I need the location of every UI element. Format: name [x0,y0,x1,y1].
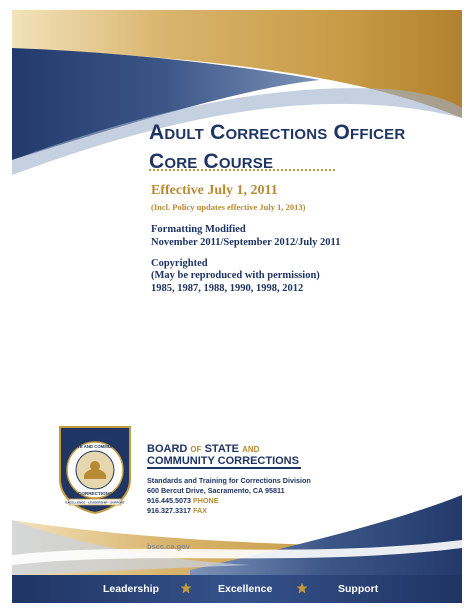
fax-label: FAX [192,506,207,515]
board-name-line-1 [147,443,259,455]
board-word-state: STATE [204,443,240,455]
phone-line [147,496,219,505]
formatting-dates: November 2011/September 2012/July 2011 [151,237,341,248]
star-icon [180,582,192,594]
footer-excellence: Excellence [218,583,273,595]
footer-leadership: Leadership [103,583,160,595]
board-name-line-2: COMMUNITY CORRECTIONS [147,455,299,467]
board-word-and: AND [242,445,260,454]
page-title [149,118,405,176]
seal-ring-text: STATE AND COMMUNITY [69,444,121,449]
phone-number: 916.445.5073 [147,496,191,505]
title-line-2: Core Course [149,150,274,173]
title-line-1: Adult Corrections Officer [149,121,406,144]
footer-support: Support [338,583,379,595]
copyright-permission: (May be reproduced with permission) [151,270,320,281]
address: 600 Bercut Drive, Sacramento, CA 95811 [147,486,285,495]
seal-top-text: BOARD OF [80,431,110,437]
dotted-divider [149,169,335,171]
website-link[interactable]: bscc.ca.gov [147,542,190,551]
seal-bottom-text: CORRECTIONS [78,491,112,496]
copyright-label: Copyrighted [151,258,208,269]
phone-label: PHONE [192,496,219,505]
formatting-label: Formatting Modified [151,224,246,235]
bscc-seal-logo [56,423,134,515]
fax-line [147,506,207,515]
effective-date: Effective July 1, 2011 [151,183,278,198]
star-icon [296,582,308,594]
division-name: Standards and Training for Corrections Division [147,476,311,485]
seal-banner-text: EXCELLENCE · LEADERSHIP · SUPPORT [65,500,125,505]
fax-number: 916.327.3317 [147,506,191,515]
board-rule [147,467,301,469]
board-word-board: BOARD [147,443,188,455]
board-word-of: OF [190,445,202,454]
effective-note: (Incl. Policy updates effective July 1, 2013) [151,202,306,212]
copyright-years: 1985, 1987, 1988, 1990, 1998, 2012 [151,283,304,294]
